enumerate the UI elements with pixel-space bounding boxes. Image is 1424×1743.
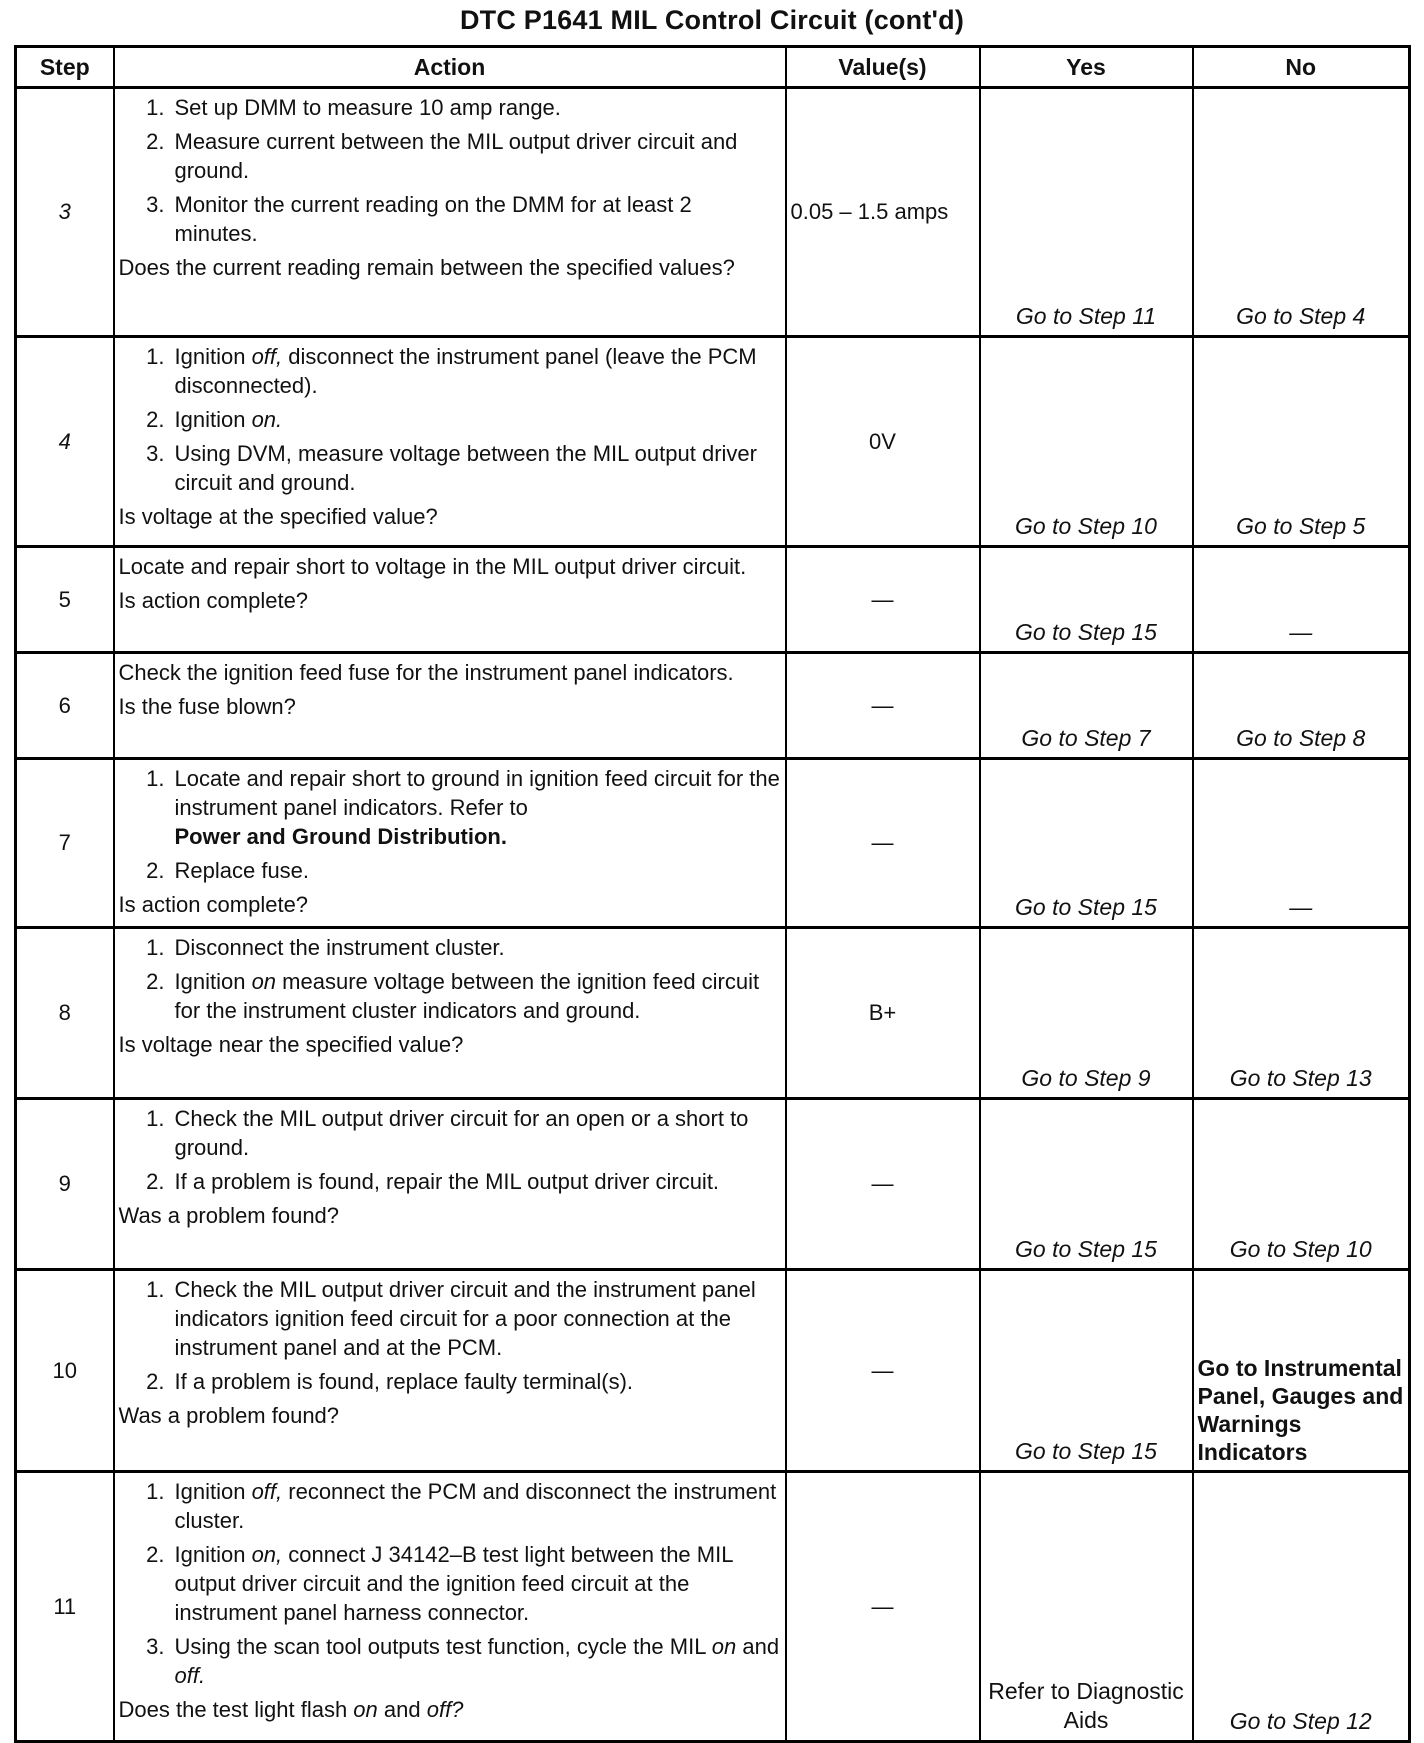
table-row-step-11 bbox=[16, 1472, 1410, 1742]
yes-cell: Go to Step 15 bbox=[980, 1099, 1193, 1270]
yes-cell: Go to Step 15 bbox=[980, 759, 1193, 928]
action-text: Locate and repair short to voltage in the MIL output driver circuit. bbox=[118, 554, 747, 579]
value-cell: 0V bbox=[786, 337, 980, 547]
action-cell bbox=[114, 547, 786, 653]
yes-cell: Refer to Diagnostic Aids bbox=[980, 1472, 1193, 1742]
action-cell bbox=[114, 1099, 786, 1270]
value-cell: — bbox=[786, 1472, 980, 1742]
action-cell bbox=[114, 1270, 786, 1472]
yes-cell: Go to Step 11 bbox=[980, 88, 1193, 337]
action-question: Does the current reading remain between the specified values? bbox=[118, 255, 735, 280]
value-cell: — bbox=[786, 1099, 980, 1270]
yes-cell: Go to Step 15 bbox=[980, 1270, 1193, 1472]
value-cell: — bbox=[786, 759, 980, 928]
no-cell: Go to Step 12 bbox=[1193, 1472, 1410, 1742]
table-row-step-3 bbox=[16, 88, 1410, 337]
action-item: 2. Ignition on, connect J 34142–B test light between the MIL output driver circuit and the ignition feed circuit at the instrument panel harness connector. bbox=[146, 1542, 733, 1625]
table-row-step-7 bbox=[16, 759, 1410, 928]
table-row-step-8 bbox=[16, 928, 1410, 1099]
header-step: Step bbox=[16, 47, 114, 88]
diagnostic-table bbox=[14, 45, 1411, 1743]
action-text: Check the ignition feed fuse for the instrument panel indicators. bbox=[118, 660, 734, 685]
step-number: 10 bbox=[16, 1270, 114, 1472]
action-item: 1. Ignition off, reconnect the PCM and disconnect the instrument cluster. bbox=[146, 1479, 777, 1533]
yes-cell: Go to Step 10 bbox=[980, 337, 1193, 547]
action-question: Is voltage near the specified value? bbox=[118, 1032, 464, 1057]
action-cell bbox=[114, 337, 786, 547]
action-item: 2. Measure current between the MIL output driver circuit and ground. bbox=[146, 129, 738, 183]
action-item: 1. Ignition off, disconnect the instrument panel (leave the PCM disconnected). bbox=[146, 344, 757, 398]
action-cell bbox=[114, 653, 786, 759]
action-item: 1. Check the MIL output driver circuit for an open or a short to ground. bbox=[146, 1106, 749, 1160]
value-cell: — bbox=[786, 547, 980, 653]
no-cell: Go to Instrumental Panel, Gauges and Warnings Indicators bbox=[1193, 1270, 1410, 1472]
yes-cell: Go to Step 9 bbox=[980, 928, 1193, 1099]
action-question: Is action complete? bbox=[118, 892, 309, 917]
action-cell bbox=[114, 88, 786, 337]
action-item: 2. If a problem is found, repair the MIL output driver circuit. bbox=[146, 1169, 720, 1194]
step-number: 9 bbox=[16, 1099, 114, 1270]
no-cell: Go to Step 10 bbox=[1193, 1099, 1410, 1270]
yes-cell: Go to Step 7 bbox=[980, 653, 1193, 759]
action-item: 3. Using the scan tool outputs test function, cycle the MIL on and off. bbox=[146, 1634, 780, 1688]
step-number: 5 bbox=[16, 547, 114, 653]
step-number: 11 bbox=[16, 1472, 114, 1742]
table-row-step-4 bbox=[16, 337, 1410, 547]
action-cell bbox=[114, 759, 786, 928]
no-cell: — bbox=[1193, 759, 1410, 928]
action-item: 2. If a problem is found, replace faulty terminal(s). bbox=[146, 1369, 634, 1394]
value-cell: 0.05 – 1.5 amps bbox=[786, 88, 980, 337]
action-item: 1. Locate and repair short to ground in ignition feed circuit for the instrument panel indicators. Refer to Power and Ground Distribution. bbox=[146, 766, 780, 849]
header-no: No bbox=[1193, 47, 1410, 88]
action-question: Was a problem found? bbox=[118, 1403, 340, 1428]
table-row-step-9 bbox=[16, 1099, 1410, 1270]
action-item: 2. Replace fuse. bbox=[146, 858, 310, 883]
action-item: 2. Ignition on. bbox=[146, 407, 283, 432]
action-question: Does the test light flash on and off? bbox=[118, 1697, 464, 1722]
table-row-step-6 bbox=[16, 653, 1410, 759]
action-question: Is action complete? bbox=[118, 588, 309, 613]
no-cell: Go to Step 5 bbox=[1193, 337, 1410, 547]
action-item: 3. Monitor the current reading on the DMM for at least 2 minutes. bbox=[146, 192, 692, 246]
action-cell bbox=[114, 928, 786, 1099]
header-yes: Yes bbox=[980, 47, 1193, 88]
action-question: Was a problem found? bbox=[118, 1203, 340, 1228]
step-number: 7 bbox=[16, 759, 114, 928]
action-item: 1. Disconnect the instrument cluster. bbox=[146, 935, 505, 960]
value-cell: — bbox=[786, 653, 980, 759]
value-cell: — bbox=[786, 1270, 980, 1472]
no-cell: Go to Step 13 bbox=[1193, 928, 1410, 1099]
header-action: Action bbox=[114, 47, 786, 88]
table-row-step-5 bbox=[16, 547, 1410, 653]
action-item: 1. Check the MIL output driver circuit and the instrument panel indicators ignition feed circuit for a poor connection at the instrument panel and at the PCM. bbox=[146, 1277, 756, 1360]
table-header-row bbox=[16, 47, 1410, 88]
step-number: 4 bbox=[16, 337, 114, 547]
step-number: 8 bbox=[16, 928, 114, 1099]
no-cell: Go to Step 8 bbox=[1193, 653, 1410, 759]
action-cell bbox=[114, 1472, 786, 1742]
value-cell: B+ bbox=[786, 928, 980, 1099]
yes-cell: Go to Step 15 bbox=[980, 547, 1193, 653]
action-question: Is the fuse blown? bbox=[118, 694, 296, 719]
action-item: 1. Set up DMM to measure 10 amp range. bbox=[146, 95, 561, 120]
no-cell: — bbox=[1193, 547, 1410, 653]
header-values: Value(s) bbox=[786, 47, 980, 88]
action-item: 3. Using DVM, measure voltage between the MIL output driver circuit and ground. bbox=[146, 441, 757, 495]
action-item: 2. Ignition on measure voltage between the ignition feed circuit for the instrument cluster indicators and ground. bbox=[146, 969, 760, 1023]
step-number: 3 bbox=[16, 88, 114, 337]
step-number: 6 bbox=[16, 653, 114, 759]
no-cell: Go to Step 4 bbox=[1193, 88, 1410, 337]
table-row-step-10 bbox=[16, 1270, 1410, 1472]
page-title: DTC P1641 MIL Control Circuit (cont'd) bbox=[459, 5, 965, 35]
action-question: Is voltage at the specified value? bbox=[118, 504, 438, 529]
